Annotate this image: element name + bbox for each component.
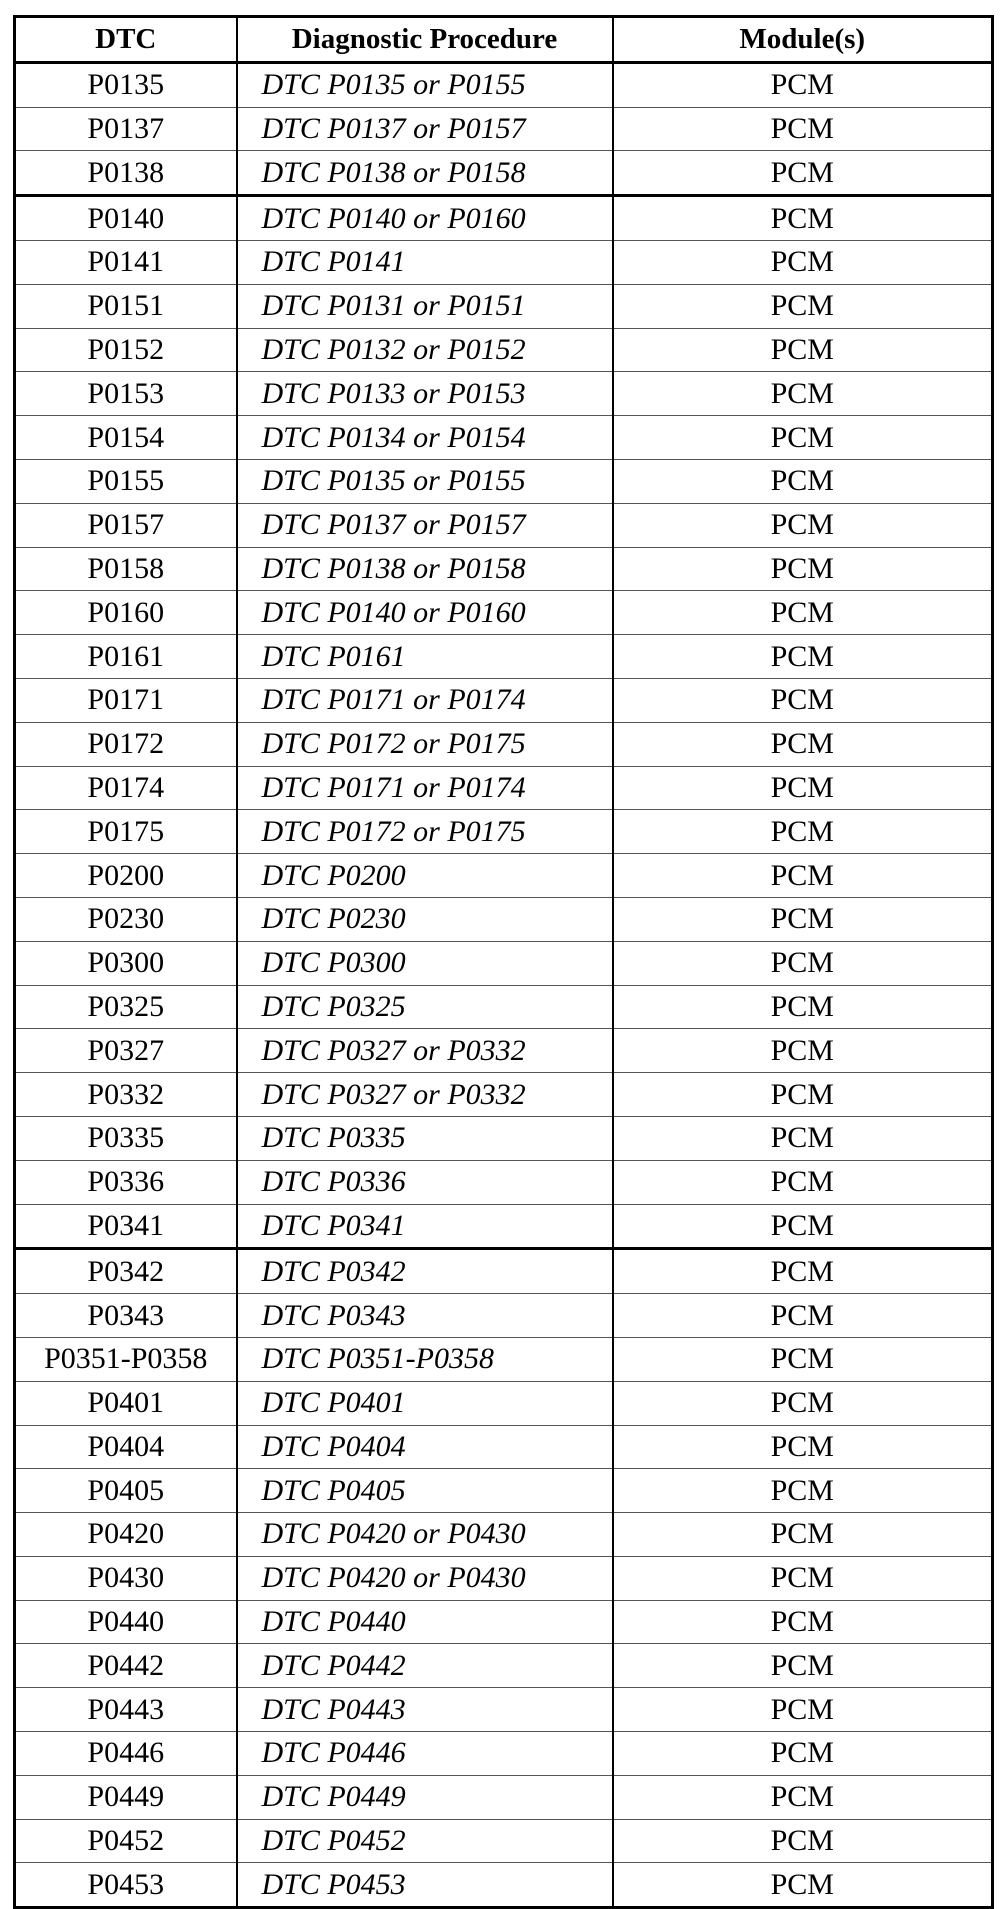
dtc-cell: P0160 (15, 591, 237, 635)
table-row (15, 678, 993, 722)
table-row (15, 1556, 993, 1600)
diagnostic-procedure-cell: DTC P0343 (237, 1294, 613, 1338)
table-row (15, 1600, 993, 1644)
diagnostic-procedure-cell: DTC P0405 (237, 1469, 613, 1513)
table-row (15, 1160, 993, 1204)
table-row (15, 503, 993, 547)
module-cell: PCM (613, 547, 993, 591)
module-cell: PCM (613, 854, 993, 898)
dtc-cell: P0404 (15, 1425, 237, 1469)
table-row (15, 722, 993, 766)
module-cell: PCM (613, 372, 993, 416)
column-header-dtc: DTC (15, 17, 237, 63)
table-row (15, 1819, 993, 1863)
table-row (15, 1073, 993, 1117)
table-row (15, 1644, 993, 1688)
table-row (15, 1863, 993, 1908)
module-cell: PCM (613, 1073, 993, 1117)
module-cell: PCM (613, 1819, 993, 1863)
table-row (15, 1294, 993, 1338)
diagnostic-procedure-cell: DTC P0140 or P0160 (237, 196, 613, 241)
table-row (15, 1732, 993, 1776)
diagnostic-procedure-cell: DTC P0420 or P0430 (237, 1556, 613, 1600)
module-cell: PCM (613, 1556, 993, 1600)
diagnostic-procedure-cell: DTC P0171 or P0174 (237, 766, 613, 810)
table-row (15, 416, 993, 460)
dtc-cell: P0420 (15, 1513, 237, 1557)
dtc-cell: P0151 (15, 284, 237, 328)
dtc-cell: P0158 (15, 547, 237, 591)
dtc-cell: P0443 (15, 1688, 237, 1732)
module-cell: PCM (613, 1337, 993, 1381)
diagnostic-procedure-cell: DTC P0135 or P0155 (237, 459, 613, 503)
diagnostic-procedure-cell: DTC P0200 (237, 854, 613, 898)
table-row (15, 1688, 993, 1732)
module-cell: PCM (613, 1029, 993, 1073)
diagnostic-procedure-cell: DTC P0325 (237, 985, 613, 1029)
diagnostic-procedure-cell: DTC P0442 (237, 1644, 613, 1688)
table-row (15, 1249, 993, 1294)
dtc-cell: P0135 (15, 62, 237, 107)
module-cell: PCM (613, 722, 993, 766)
module-cell: PCM (613, 1249, 993, 1294)
table-row (15, 196, 993, 241)
diagnostic-procedure-cell: DTC P0172 or P0175 (237, 722, 613, 766)
diagnostic-procedure-cell: DTC P0230 (237, 897, 613, 941)
table-row (15, 1513, 993, 1557)
dtc-cell: P0351-P0358 (15, 1337, 237, 1381)
module-cell: PCM (613, 1600, 993, 1644)
module-cell: PCM (613, 328, 993, 372)
dtc-cell: P0453 (15, 1863, 237, 1908)
dtc-cell: P0327 (15, 1029, 237, 1073)
dtc-cell: P0343 (15, 1294, 237, 1338)
module-cell: PCM (613, 635, 993, 679)
module-cell: PCM (613, 1116, 993, 1160)
dtc-cell: P0138 (15, 151, 237, 196)
dtc-cell: P0332 (15, 1073, 237, 1117)
diagnostic-procedure-cell: DTC P0133 or P0153 (237, 372, 613, 416)
column-header-diagnostic-procedure: Diagnostic Procedure (237, 17, 613, 63)
table-row (15, 1425, 993, 1469)
table-row (15, 810, 993, 854)
module-cell: PCM (613, 810, 993, 854)
dtc-cell: P0140 (15, 196, 237, 241)
table-row (15, 62, 993, 107)
dtc-cell: P0230 (15, 897, 237, 941)
dtc-cell: P0154 (15, 416, 237, 460)
diagnostic-procedure-cell: DTC P0401 (237, 1381, 613, 1425)
table-row (15, 372, 993, 416)
table-row (15, 1204, 993, 1249)
diagnostic-procedure-cell: DTC P0171 or P0174 (237, 678, 613, 722)
module-cell: PCM (613, 591, 993, 635)
diagnostic-procedure-cell: DTC P0336 (237, 1160, 613, 1204)
diagnostic-procedure-cell: DTC P0135 or P0155 (237, 62, 613, 107)
dtc-cell: P0446 (15, 1732, 237, 1776)
diagnostic-procedure-cell: DTC P0341 (237, 1204, 613, 1249)
table-row (15, 854, 993, 898)
table-row (15, 107, 993, 151)
dtc-cell: P0157 (15, 503, 237, 547)
diagnostic-procedure-cell: DTC P0132 or P0152 (237, 328, 613, 372)
table-header-row (15, 17, 993, 63)
dtc-cell: P0175 (15, 810, 237, 854)
module-cell: PCM (613, 1688, 993, 1732)
table-row (15, 284, 993, 328)
diagnostic-procedure-cell: DTC P0452 (237, 1819, 613, 1863)
column-header-modules: Module(s) (613, 17, 993, 63)
module-cell: PCM (613, 1204, 993, 1249)
dtc-cell: P0161 (15, 635, 237, 679)
table-row (15, 240, 993, 284)
table-row (15, 1029, 993, 1073)
module-cell: PCM (613, 1644, 993, 1688)
diagnostic-procedure-cell: DTC P0141 (237, 240, 613, 284)
module-cell: PCM (613, 503, 993, 547)
module-cell: PCM (613, 1775, 993, 1819)
table-row (15, 985, 993, 1029)
diagnostic-procedure-cell: DTC P0420 or P0430 (237, 1513, 613, 1557)
module-cell: PCM (613, 1732, 993, 1776)
dtc-cell: P0137 (15, 107, 237, 151)
diagnostic-procedure-cell: DTC P0134 or P0154 (237, 416, 613, 460)
dtc-cell: P0440 (15, 1600, 237, 1644)
module-cell: PCM (613, 107, 993, 151)
module-cell: PCM (613, 1863, 993, 1908)
table-row (15, 1775, 993, 1819)
diagnostic-procedure-cell: DTC P0443 (237, 1688, 613, 1732)
module-cell: PCM (613, 1425, 993, 1469)
module-cell: PCM (613, 1381, 993, 1425)
diagnostic-procedure-cell: DTC P0172 or P0175 (237, 810, 613, 854)
table-row (15, 547, 993, 591)
module-cell: PCM (613, 766, 993, 810)
diagnostic-procedure-cell: DTC P0138 or P0158 (237, 547, 613, 591)
dtc-cell: P0200 (15, 854, 237, 898)
module-cell: PCM (613, 678, 993, 722)
diagnostic-procedure-cell: DTC P0140 or P0160 (237, 591, 613, 635)
module-cell: PCM (613, 1160, 993, 1204)
diagnostic-procedure-cell: DTC P0351-P0358 (237, 1337, 613, 1381)
dtc-cell: P0300 (15, 941, 237, 985)
dtc-cell: P0141 (15, 240, 237, 284)
diagnostic-procedure-cell: DTC P0335 (237, 1116, 613, 1160)
dtc-cell: P0155 (15, 459, 237, 503)
dtc-cell: P0442 (15, 1644, 237, 1688)
dtc-cell: P0153 (15, 372, 237, 416)
table-row (15, 1381, 993, 1425)
diagnostic-procedure-cell: DTC P0453 (237, 1863, 613, 1908)
table-row (15, 941, 993, 985)
module-cell: PCM (613, 1513, 993, 1557)
table-row (15, 1337, 993, 1381)
table-row (15, 459, 993, 503)
table-row (15, 635, 993, 679)
dtc-cell: P0430 (15, 1556, 237, 1600)
dtc-cell: P0174 (15, 766, 237, 810)
diagnostic-procedure-cell: DTC P0137 or P0157 (237, 107, 613, 151)
dtc-cell: P0452 (15, 1819, 237, 1863)
module-cell: PCM (613, 1469, 993, 1513)
dtc-table (13, 15, 994, 1909)
diagnostic-procedure-cell: DTC P0131 or P0151 (237, 284, 613, 328)
table-row (15, 151, 993, 196)
module-cell: PCM (613, 416, 993, 460)
table-row (15, 328, 993, 372)
module-cell: PCM (613, 151, 993, 196)
table-row (15, 1116, 993, 1160)
diagnostic-procedure-cell: DTC P0446 (237, 1732, 613, 1776)
dtc-cell: P0325 (15, 985, 237, 1029)
diagnostic-procedure-cell: DTC P0300 (237, 941, 613, 985)
table-row (15, 766, 993, 810)
table-row (15, 1469, 993, 1513)
module-cell: PCM (613, 985, 993, 1029)
dtc-cell: P0341 (15, 1204, 237, 1249)
dtc-cell: P0401 (15, 1381, 237, 1425)
diagnostic-procedure-cell: DTC P0449 (237, 1775, 613, 1819)
table-row (15, 897, 993, 941)
dtc-cell: P0342 (15, 1249, 237, 1294)
table-body (15, 62, 993, 1907)
diagnostic-procedure-cell: DTC P0137 or P0157 (237, 503, 613, 547)
module-cell: PCM (613, 459, 993, 503)
diagnostic-procedure-cell: DTC P0404 (237, 1425, 613, 1469)
module-cell: PCM (613, 897, 993, 941)
module-cell: PCM (613, 196, 993, 241)
diagnostic-procedure-cell: DTC P0138 or P0158 (237, 151, 613, 196)
table-row (15, 591, 993, 635)
module-cell: PCM (613, 240, 993, 284)
dtc-cell: P0335 (15, 1116, 237, 1160)
diagnostic-procedure-cell: DTC P0161 (237, 635, 613, 679)
dtc-cell: P0171 (15, 678, 237, 722)
dtc-cell: P0336 (15, 1160, 237, 1204)
module-cell: PCM (613, 284, 993, 328)
dtc-cell: P0449 (15, 1775, 237, 1819)
diagnostic-procedure-cell: DTC P0440 (237, 1600, 613, 1644)
diagnostic-procedure-cell: DTC P0327 or P0332 (237, 1029, 613, 1073)
module-cell: PCM (613, 941, 993, 985)
dtc-cell: P0152 (15, 328, 237, 372)
diagnostic-procedure-cell: DTC P0327 or P0332 (237, 1073, 613, 1117)
module-cell: PCM (613, 1294, 993, 1338)
dtc-cell: P0172 (15, 722, 237, 766)
module-cell: PCM (613, 62, 993, 107)
dtc-cell: P0405 (15, 1469, 237, 1513)
diagnostic-procedure-cell: DTC P0342 (237, 1249, 613, 1294)
